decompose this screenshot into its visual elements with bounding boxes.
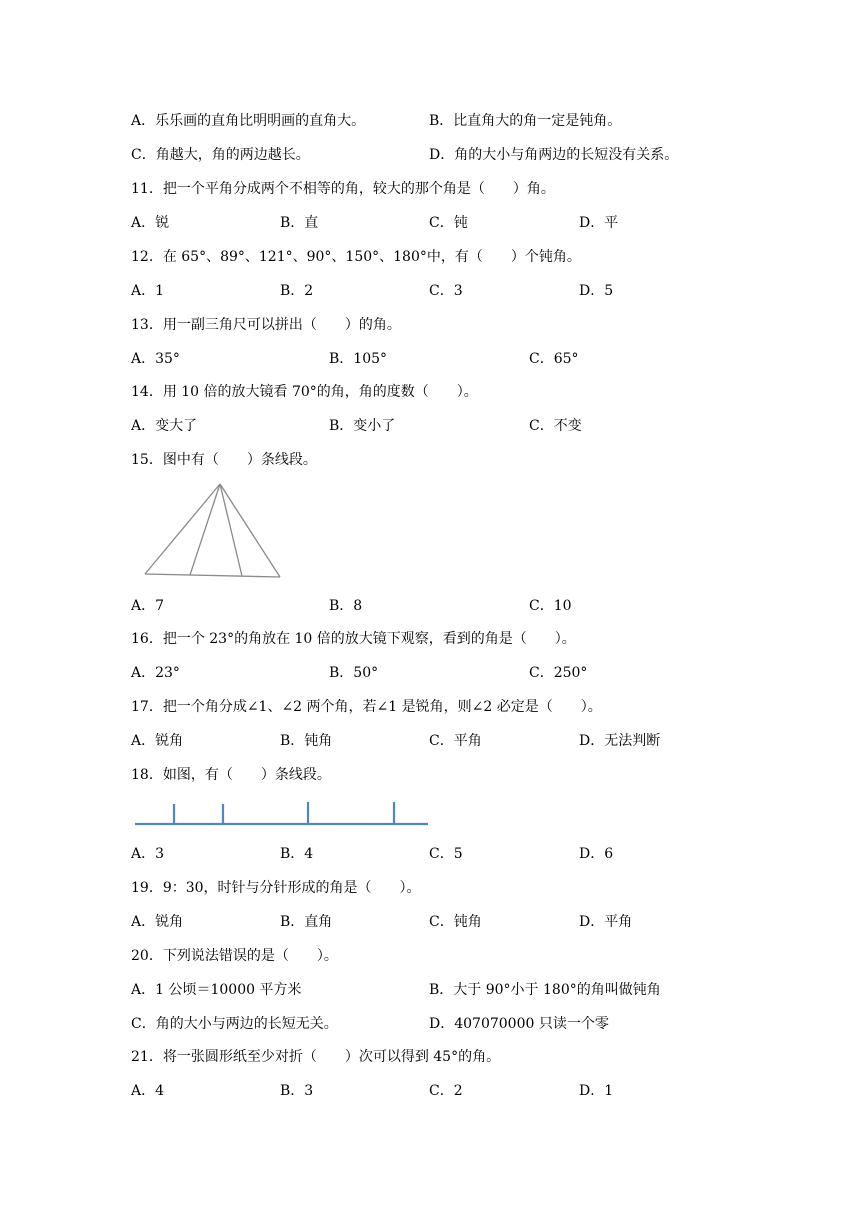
q10-option-c: C．角越大，角的两边越长。 xyxy=(131,147,310,163)
q10-option-b: B．比直角大的角一定是钝角。 xyxy=(429,113,622,129)
q17-option-b: B．钝角 xyxy=(280,733,333,749)
q19-option-b: B．直角 xyxy=(280,914,333,930)
q13-option-a: A．35° xyxy=(131,351,180,367)
q14-text: 14．用 10 倍的放大镜看 70°的角，角的度数（ ）。 xyxy=(131,384,478,400)
q11-option-c: C．钝 xyxy=(429,215,468,231)
q19-text: 19．9：30，时针与分针形成的角是（ ）。 xyxy=(131,880,421,896)
q20-option-c: C．角的大小与两边的长短无关。 xyxy=(131,1016,338,1032)
q21-option-a: A．4 xyxy=(131,1083,165,1099)
q20-option-a: A．1 公顷＝10000 平方米 xyxy=(131,982,302,998)
q13-option-b: B．105° xyxy=(329,351,388,367)
q20-option-d: D．407070000 只读一个零 xyxy=(429,1016,609,1032)
q19-option-c: C．钝角 xyxy=(429,914,482,930)
q21-text: 21．将一张圆形纸至少对折（ ）次可以得到 45°的角。 xyxy=(131,1049,501,1065)
q17-text: 17．把一个角分成∠1、∠2 两个角，若∠1 是锐角，则∠2 必定是（ ）。 xyxy=(131,699,602,715)
q16-text: 16．把一个 23°的角放在 10 倍的放大镜下观察，看到的角是（ ）。 xyxy=(131,631,576,647)
q11-option-b: B．直 xyxy=(280,215,319,231)
q15-text: 15．图中有（ ）条线段。 xyxy=(131,452,317,468)
q10-option-d: D．角的大小与角两边的长短没有关系。 xyxy=(429,147,679,163)
q20-option-b: B．大于 90°小于 180°的角叫做钝角 xyxy=(429,982,661,998)
q12-option-a: A．1 xyxy=(131,283,165,299)
q17-option-d: D．无法判断 xyxy=(579,733,661,749)
q11-option-a: A．锐 xyxy=(131,215,170,231)
q16-option-a: A．23° xyxy=(131,665,180,681)
triangle-inner-line-1 xyxy=(190,484,220,575)
q15-option-a: A．7 xyxy=(131,598,165,614)
q18-option-a: A．3 xyxy=(131,846,165,862)
q19-option-d: D．平角 xyxy=(579,914,633,930)
q18-option-c: C．5 xyxy=(429,846,463,862)
q18-text: 18．如图，有（ ）条线段。 xyxy=(131,767,331,783)
q13-option-c: C．65° xyxy=(529,351,579,367)
q18-option-d: D．6 xyxy=(579,846,614,862)
q16-option-b: B．50° xyxy=(329,665,379,681)
q12-option-d: D．5 xyxy=(579,283,614,299)
q14-option-c: C．不变 xyxy=(529,418,582,434)
q17-option-a: A．锐角 xyxy=(131,733,184,749)
triangle-inner-line-2 xyxy=(220,484,242,576)
q15-option-c: C．10 xyxy=(529,598,572,614)
q15-triangle-figure xyxy=(140,480,285,580)
q12-text: 12．在 65°、89°、121°、90°、150°、180°中，有（ ）个钝角。 xyxy=(131,249,581,265)
q10-option-a: A．乐乐画的直角比明明画的直角大。 xyxy=(131,113,366,129)
triangle-side-right xyxy=(220,484,280,577)
q21-option-c: C．2 xyxy=(429,1083,463,1099)
q13-text: 13．用一副三角尺可以拼出（ ）的角。 xyxy=(131,317,401,333)
q12-option-c: C．3 xyxy=(429,283,463,299)
q18-segment-figure xyxy=(132,798,432,830)
q11-text: 11．把一个平角分成两个不相等的角，较大的那个角是（ ）角。 xyxy=(131,181,555,197)
triangle-base xyxy=(145,574,280,577)
q20-text: 20．下列说法错误的是（ ）。 xyxy=(131,948,338,964)
q21-option-d: D．1 xyxy=(579,1083,614,1099)
q18-option-b: B．4 xyxy=(280,846,314,862)
q15-option-b: B．8 xyxy=(329,598,363,614)
q12-option-b: B．2 xyxy=(280,283,314,299)
q16-option-c: C．250° xyxy=(529,665,588,681)
q21-option-b: B．3 xyxy=(280,1083,314,1099)
triangle-side-left xyxy=(145,484,220,574)
q19-option-a: A．锐角 xyxy=(131,914,184,930)
q11-option-d: D．平 xyxy=(579,215,619,231)
q17-option-c: C．平角 xyxy=(429,733,482,749)
q14-option-a: A．变大了 xyxy=(131,418,198,434)
q14-option-b: B．变小了 xyxy=(329,418,396,434)
